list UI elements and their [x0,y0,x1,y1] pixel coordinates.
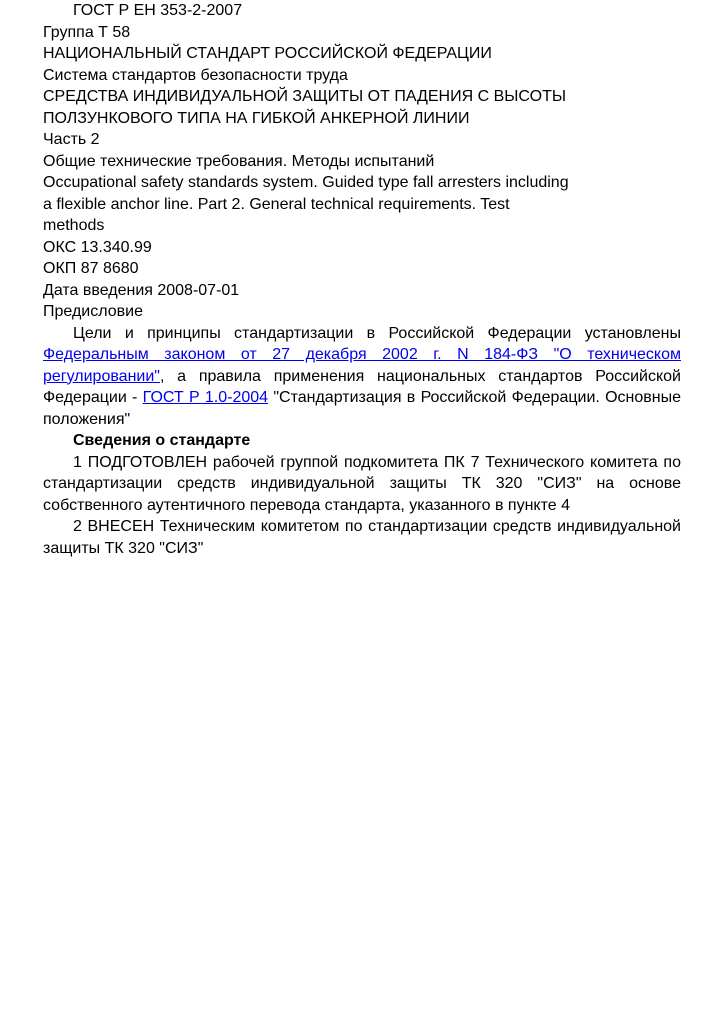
introduction-date: Дата введения 2008-07-01 [43,281,240,299]
federal-law-link[interactable]: Федеральным законом от 27 декабря 2002 г. N 184-ФЗ "О техническом регулировании" [43,346,681,385]
doc-title-ru: СРЕДСТВА ИНДИВИДУАЛЬНОЙ ЗАЩИТЫ ОТ ПАДЕНИЯ С ВЫСОТЫ ПОЛЗУНКОВОГО ТИПА НА ГИБКОЙ АНКЕРНОЙ ЛИНИИ [43,88,566,127]
doc-part: Часть 2 [43,131,100,148]
foreword-text-middle: , а правила применения национальных стандартов Российской Федерации - [43,367,681,406]
standards-system-line: Система стандартов безопасности труда [43,66,348,84]
foreword-text-before: Цели и принципы стандартизации в Российской Федерации установлены [73,324,681,342]
foreword-paragraph [43,323,681,431]
doc-subtitle-ru: Общие технические требования. Методы испытаний [43,152,435,170]
standard-info-item-2: 2 ВНЕСЕН Техническим комитетом по стандартизации средств индивидуальной защиты ТК 320 "СИЗ" [43,518,681,557]
standard-info-heading: Сведения о стандарте [73,432,251,449]
standard-info-item-1: 1 ПОДГОТОВЛЕН рабочей группой подкомитета ПК 7 Технического комитета по стандартизации средств индивидуальной защиты ТК 320 "СИЗ" на основе собственного аутентичного перевода стандарта, указанного в пункте 4 [43,453,681,514]
okp-code: ОКП 87 8680 [43,260,139,277]
doc-group: Группа Т 58 [43,23,131,41]
doc-code: ГОСТ Р ЕН 353-2-2007 [73,2,243,19]
standard-type-heading: НАЦИОНАЛЬНЫЙ СТАНДАРТ РОССИЙСКОЙ ФЕДЕРАЦИИ [43,45,492,62]
doc-title-en: Occupational safety standards system. Guided type fall arresters including a flexible anchor line. Part 2. General technical requirements. Test methods [43,174,569,234]
oks-code: ОКС 13.340.99 [43,238,152,256]
gost-r-1-0-2004-link[interactable]: ГОСТ Р 1.0-2004 [142,389,269,406]
foreword-text-after: "Стандартизация в Российской Федерации. Основные положения" [43,389,682,428]
foreword-heading: Предисловие [43,303,143,320]
